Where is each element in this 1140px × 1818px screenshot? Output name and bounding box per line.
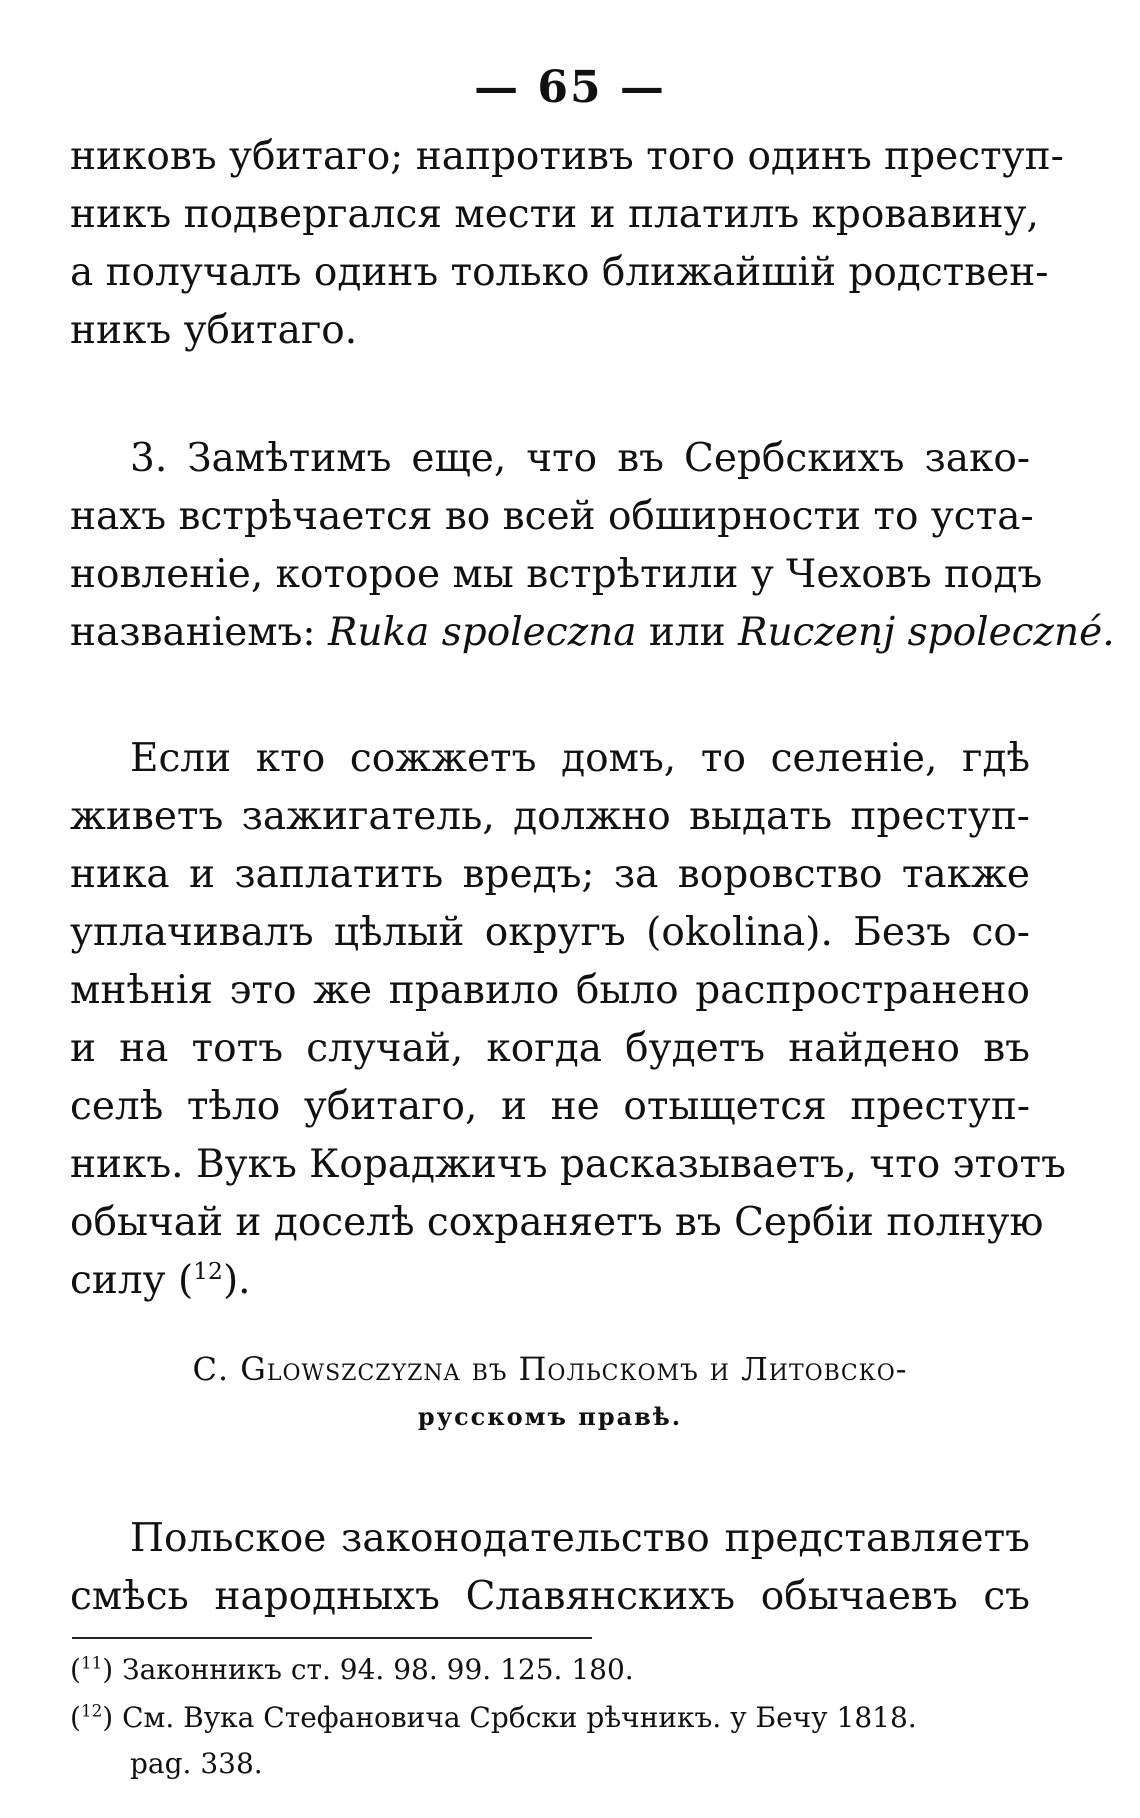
heading-text: въ Польскомъ и Литовско- bbox=[460, 1350, 908, 1388]
text-line: а получалъ одинъ только ближайшій родствен- bbox=[70, 250, 1049, 295]
text-line: живетъ зажигатель, должно выдать преступ- bbox=[70, 794, 1030, 839]
page-number: — 65 — bbox=[474, 62, 666, 113]
text-line: Польское законодательство представляетъ bbox=[130, 1516, 1030, 1561]
footnote-ref: 12 bbox=[193, 1257, 223, 1285]
text-line: ника и заплатить вредъ; за воровство также bbox=[70, 852, 1030, 897]
footnote-text: См. Вука Стефановича Србски рѣчникъ. у Бечу 1818. bbox=[122, 1701, 917, 1734]
text-line: никъ убитаго. bbox=[70, 308, 358, 353]
text-line bbox=[70, 1252, 1030, 1310]
heading-letter: С. bbox=[192, 1350, 241, 1388]
footnote-12: ($^{12}$) См. Вука Стефановича Србски рѣчникъ. у Бечу 1818. bbox=[70, 1700, 917, 1734]
text-line: уплачивалъ цѣлый округъ (okolina). Безъ со- bbox=[70, 910, 1030, 955]
italic-term: Ruczenj spoleczné. bbox=[738, 610, 1115, 655]
text-line: новленіе, которое мы встрѣтили у Чеховъ подъ bbox=[70, 552, 1043, 597]
text-line: обычай и доселѣ сохраняетъ въ Сербіи полную bbox=[70, 1200, 1044, 1245]
heading-term: Glowszczyzna bbox=[240, 1350, 461, 1388]
text-line: смѣсь народныхъ Славянскихъ обычаевъ съ bbox=[70, 1574, 1030, 1619]
text-span: или bbox=[636, 610, 739, 655]
footnote-number: 11 bbox=[80, 1652, 103, 1673]
section-heading bbox=[70, 1350, 1030, 1388]
text-span: названіемъ: bbox=[70, 610, 328, 655]
text-span: ). bbox=[222, 1258, 251, 1303]
text-line: 3. Замѣтимъ еще, что въ Сербскихъ зако- bbox=[130, 436, 1030, 481]
footnote-divider bbox=[72, 1637, 592, 1639]
text-line: Если кто сожжетъ домъ, то селеніе, гдѣ bbox=[130, 736, 1030, 781]
text-line: и на тотъ случай, когда будетъ найдено въ bbox=[70, 1026, 1030, 1071]
text-line: никовъ убитаго; напротивъ того одинъ преступ- bbox=[70, 134, 1064, 179]
text-line bbox=[70, 604, 1115, 662]
footnote-12-continuation: pag. 338. bbox=[130, 1747, 263, 1780]
section-heading-line2: русскомъ правѣ. bbox=[417, 1402, 683, 1431]
footnote-11: ($^{11}$) Законникъ ст. 94. 98. 99. 125. 180. bbox=[70, 1652, 634, 1686]
text-span: силу ( bbox=[70, 1258, 194, 1303]
text-line: селѣ тѣло убитаго, и не отыщется преступ- bbox=[70, 1084, 1030, 1129]
text-line: никъ подвергался мести и платилъ кровавину, bbox=[70, 192, 1039, 237]
text-line: никъ. Вукъ Кораджичъ расказываетъ, что этотъ bbox=[70, 1142, 1066, 1187]
text-line: мнѣнія это же правило было распространено bbox=[70, 968, 1030, 1013]
footnote-text: Законникъ ст. 94. 98. 99. 125. 180. bbox=[122, 1653, 634, 1686]
text-line: нахъ встрѣчается во всей обширности то уста- bbox=[70, 494, 1034, 539]
italic-term: Ruka spoleczna bbox=[327, 610, 637, 655]
footnote-number: 12 bbox=[80, 1700, 103, 1721]
